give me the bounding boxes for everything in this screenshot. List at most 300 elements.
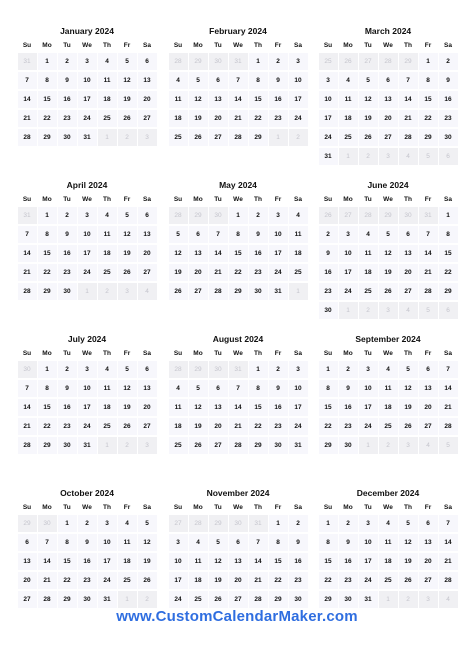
weekday-label: We [383, 42, 393, 49]
day-cell: 18 [98, 245, 117, 262]
day-cell: 12 [118, 72, 137, 89]
day-cell: 20 [229, 572, 248, 589]
day-cell: 14 [229, 399, 248, 416]
day-cell: 20 [379, 110, 398, 127]
month-grid [17, 348, 157, 455]
weekday-label: We [82, 350, 92, 357]
weekday-label: Su [22, 350, 32, 357]
day-cell: 29 [319, 437, 338, 454]
day-cell: 30 [339, 591, 358, 608]
adjacent-month-day: 28 [189, 515, 208, 532]
day-cell: 11 [289, 226, 308, 243]
weekday-label: Sa [444, 196, 452, 203]
day-cell: 30 [58, 129, 77, 146]
weekday-label: Sa [143, 196, 151, 203]
day-cell: 22 [38, 418, 57, 435]
day-cell: 7 [229, 72, 248, 89]
day-cell: 22 [38, 110, 57, 127]
day-cell: 17 [289, 399, 308, 416]
adjacent-month-day: 1 [98, 437, 117, 454]
day-cell: 16 [339, 399, 358, 416]
day-cell: 29 [249, 129, 268, 146]
day-cell: 12 [359, 91, 378, 108]
day-cell: 13 [189, 245, 208, 262]
day-cell: 13 [399, 245, 418, 262]
adjacent-month-day: 2 [289, 129, 308, 146]
day-cell: 21 [249, 572, 268, 589]
weekday-label: We [233, 504, 243, 511]
weekday-label: Su [173, 196, 183, 203]
day-cell: 20 [399, 264, 418, 281]
weekday-label: Th [404, 196, 412, 203]
day-cell: 8 [249, 380, 268, 397]
weekday-label: Th [404, 350, 412, 357]
day-cell: 29 [439, 283, 458, 300]
day-cell: 2 [58, 361, 77, 378]
day-cell: 25 [98, 418, 117, 435]
weekday-label: Fr [424, 504, 432, 511]
day-cell: 4 [189, 534, 208, 551]
day-cell: 21 [419, 264, 438, 281]
day-cell: 2 [249, 207, 268, 224]
day-cell: 3 [359, 361, 378, 378]
day-cell: 6 [209, 72, 228, 89]
month-title: July 2024 [67, 334, 107, 344]
day-cell: 2 [78, 515, 97, 532]
weekday-label: Fr [123, 504, 131, 511]
day-cell: 2 [269, 53, 288, 70]
day-cell: 15 [249, 399, 268, 416]
day-cell: 18 [359, 264, 378, 281]
day-cell: 9 [289, 534, 308, 551]
adjacent-month-day: 1 [379, 591, 398, 608]
weekday-label: Sa [294, 350, 302, 357]
day-cell: 3 [78, 53, 97, 70]
day-cell: 17 [359, 553, 378, 570]
weekday-label: Sa [444, 350, 452, 357]
month-grid [168, 348, 308, 455]
day-cell: 22 [229, 264, 248, 281]
day-cell: 20 [138, 91, 157, 108]
weekday-label: Mo [343, 504, 353, 511]
adjacent-month-day: 2 [359, 302, 378, 319]
day-cell: 15 [319, 399, 338, 416]
day-cell: 5 [189, 72, 208, 89]
day-cell: 3 [269, 207, 288, 224]
day-cell: 2 [339, 515, 358, 532]
day-cell: 30 [78, 591, 97, 608]
month-grid [17, 502, 157, 609]
day-cell: 8 [439, 226, 458, 243]
day-cell: 6 [189, 226, 208, 243]
day-cell: 17 [78, 399, 97, 416]
weekday-label: Tu [364, 350, 372, 357]
adjacent-month-day: 27 [359, 53, 378, 70]
month-title: June 2024 [367, 180, 409, 190]
day-cell: 25 [98, 110, 117, 127]
day-cell: 14 [439, 380, 458, 397]
day-cell: 25 [379, 418, 398, 435]
day-cell: 27 [399, 283, 418, 300]
day-cell: 31 [98, 591, 117, 608]
adjacent-month-day: 31 [249, 515, 268, 532]
day-cell: 11 [379, 534, 398, 551]
month-block [318, 176, 458, 320]
day-cell: 5 [169, 226, 188, 243]
day-cell: 23 [58, 110, 77, 127]
day-cell: 17 [339, 264, 358, 281]
day-cell: 11 [379, 380, 398, 397]
day-cell: 10 [78, 226, 97, 243]
adjacent-month-day: 28 [379, 53, 398, 70]
day-cell: 24 [98, 572, 117, 589]
adjacent-month-day: 29 [399, 53, 418, 70]
adjacent-month-day: 4 [399, 148, 418, 165]
weekday-label: Su [22, 42, 32, 49]
day-cell: 9 [58, 226, 77, 243]
day-cell: 22 [269, 572, 288, 589]
day-cell: 22 [439, 264, 458, 281]
day-cell: 18 [169, 110, 188, 127]
day-cell: 15 [229, 245, 248, 262]
day-cell: 15 [419, 91, 438, 108]
weekday-label: Fr [424, 350, 432, 357]
weekday-label: Sa [444, 504, 452, 511]
day-cell: 25 [169, 129, 188, 146]
day-cell: 27 [18, 591, 37, 608]
day-cell: 14 [18, 245, 37, 262]
day-cell: 4 [379, 361, 398, 378]
weekday-label: Su [22, 504, 32, 511]
weekday-label: Mo [343, 350, 353, 357]
weekday-label: Fr [274, 196, 282, 203]
day-cell: 10 [359, 534, 378, 551]
day-cell: 6 [18, 534, 37, 551]
adjacent-month-day: 3 [138, 129, 157, 146]
day-cell: 18 [189, 572, 208, 589]
day-cell: 14 [209, 245, 228, 262]
adjacent-month-day: 6 [439, 148, 458, 165]
day-cell: 30 [58, 437, 77, 454]
weekday-label: Th [103, 504, 111, 511]
day-cell: 1 [58, 515, 77, 532]
day-cell: 10 [78, 380, 97, 397]
day-cell: 1 [319, 515, 338, 532]
day-cell: 16 [439, 91, 458, 108]
weekday-label: Th [404, 42, 412, 49]
adjacent-month-day: 30 [209, 53, 228, 70]
day-cell: 8 [319, 534, 338, 551]
weekday-label: Su [173, 350, 183, 357]
adjacent-month-day: 25 [319, 53, 338, 70]
day-cell: 30 [249, 283, 268, 300]
day-cell: 30 [58, 283, 77, 300]
weekday-label: Sa [294, 42, 302, 49]
day-cell: 9 [58, 380, 77, 397]
weekday-label: We [383, 504, 393, 511]
adjacent-month-day: 27 [169, 515, 188, 532]
day-cell: 11 [359, 245, 378, 262]
day-cell: 6 [419, 361, 438, 378]
adjacent-month-day: 30 [399, 207, 418, 224]
day-cell: 8 [38, 380, 57, 397]
day-cell: 31 [269, 283, 288, 300]
weekday-label: Th [404, 504, 412, 511]
month-grid [168, 502, 308, 609]
day-cell: 17 [169, 572, 188, 589]
month-title: December 2024 [356, 488, 420, 498]
adjacent-month-day: 3 [118, 283, 137, 300]
weekday-label: Th [254, 42, 262, 49]
day-cell: 29 [249, 437, 268, 454]
adjacent-month-day: 30 [38, 515, 57, 532]
weekday-label: Su [22, 196, 32, 203]
day-cell: 13 [229, 553, 248, 570]
adjacent-month-day: 2 [118, 437, 137, 454]
adjacent-month-day: 4 [439, 591, 458, 608]
day-cell: 21 [18, 418, 37, 435]
adjacent-month-day: 2 [379, 437, 398, 454]
day-cell: 22 [58, 572, 77, 589]
day-cell: 28 [209, 283, 228, 300]
day-cell: 11 [169, 399, 188, 416]
day-cell: 8 [269, 534, 288, 551]
day-cell: 26 [379, 283, 398, 300]
day-cell: 6 [399, 226, 418, 243]
adjacent-month-day: 3 [379, 302, 398, 319]
day-cell: 5 [399, 361, 418, 378]
day-cell: 3 [319, 72, 338, 89]
weekday-label: Su [323, 196, 333, 203]
day-cell: 15 [58, 553, 77, 570]
day-cell: 22 [319, 572, 338, 589]
day-cell: 24 [359, 418, 378, 435]
day-cell: 21 [439, 399, 458, 416]
day-cell: 19 [399, 553, 418, 570]
weekday-label: Mo [193, 196, 203, 203]
adjacent-month-day: 31 [18, 207, 37, 224]
day-cell: 10 [269, 226, 288, 243]
day-cell: 28 [18, 129, 37, 146]
day-cell: 12 [169, 245, 188, 262]
day-cell: 28 [419, 283, 438, 300]
day-cell: 7 [209, 226, 228, 243]
weekday-label: Mo [42, 350, 52, 357]
day-cell: 10 [319, 91, 338, 108]
day-cell: 24 [78, 418, 97, 435]
day-cell: 31 [289, 437, 308, 454]
adjacent-month-day: 30 [209, 361, 228, 378]
day-cell: 28 [439, 572, 458, 589]
weekday-label: We [233, 42, 243, 49]
day-cell: 8 [229, 226, 248, 243]
weekday-label: We [383, 350, 393, 357]
day-cell: 28 [249, 591, 268, 608]
month-grid [17, 40, 157, 147]
day-cell: 24 [319, 129, 338, 146]
day-cell: 11 [118, 534, 137, 551]
month-block [17, 22, 157, 147]
day-cell: 22 [249, 110, 268, 127]
footer-url[interactable]: www.CustomCalendarMaker.com [116, 608, 358, 625]
day-cell: 8 [58, 534, 77, 551]
day-cell: 20 [138, 399, 157, 416]
adjacent-month-day: 1 [339, 148, 358, 165]
day-cell: 18 [118, 553, 137, 570]
weekday-label: Tu [364, 504, 372, 511]
day-cell: 8 [319, 380, 338, 397]
day-cell: 19 [118, 399, 137, 416]
day-cell: 19 [379, 264, 398, 281]
day-cell: 23 [58, 264, 77, 281]
weekday-label: Mo [193, 504, 203, 511]
weekday-label: Fr [274, 350, 282, 357]
day-cell: 20 [419, 553, 438, 570]
day-cell: 4 [98, 207, 117, 224]
day-cell: 11 [98, 72, 117, 89]
day-cell: 26 [118, 264, 137, 281]
weekday-label: Su [323, 350, 333, 357]
day-cell: 6 [138, 207, 157, 224]
month-title: October 2024 [60, 488, 114, 498]
day-cell: 10 [339, 245, 358, 262]
day-cell: 4 [98, 361, 117, 378]
day-cell: 13 [419, 380, 438, 397]
day-cell: 29 [229, 283, 248, 300]
day-cell: 13 [209, 91, 228, 108]
day-cell: 14 [38, 553, 57, 570]
adjacent-month-day: 28 [169, 207, 188, 224]
weekday-label: Sa [143, 350, 151, 357]
weekday-label: Th [254, 504, 262, 511]
day-cell: 9 [319, 245, 338, 262]
weekday-label: Tu [63, 350, 71, 357]
day-cell: 29 [38, 437, 57, 454]
month-title: November 2024 [206, 488, 270, 498]
adjacent-month-day: 31 [229, 361, 248, 378]
adjacent-month-day: 1 [98, 129, 117, 146]
adjacent-month-day: 4 [419, 437, 438, 454]
day-cell: 1 [439, 207, 458, 224]
day-cell: 24 [269, 264, 288, 281]
day-cell: 25 [98, 264, 117, 281]
weekday-label: Tu [364, 42, 372, 49]
day-cell: 5 [399, 515, 418, 532]
day-cell: 13 [419, 534, 438, 551]
day-cell: 19 [399, 399, 418, 416]
day-cell: 3 [289, 361, 308, 378]
day-cell: 3 [78, 207, 97, 224]
day-cell: 18 [379, 399, 398, 416]
day-cell: 18 [289, 245, 308, 262]
day-cell: 7 [18, 226, 37, 243]
day-cell: 1 [38, 361, 57, 378]
day-cell: 23 [78, 572, 97, 589]
month-block [17, 176, 157, 301]
day-cell: 9 [269, 72, 288, 89]
day-cell: 16 [339, 553, 358, 570]
weekday-label: Tu [214, 350, 222, 357]
day-cell: 4 [379, 515, 398, 532]
weekday-label: Su [173, 42, 183, 49]
day-cell: 18 [169, 418, 188, 435]
day-cell: 9 [339, 534, 358, 551]
day-cell: 16 [78, 553, 97, 570]
day-cell: 10 [98, 534, 117, 551]
day-cell: 31 [78, 437, 97, 454]
day-cell: 27 [189, 283, 208, 300]
weekday-label: Sa [294, 196, 302, 203]
day-cell: 27 [209, 437, 228, 454]
adjacent-month-day: 3 [419, 591, 438, 608]
day-cell: 25 [169, 437, 188, 454]
day-cell: 2 [58, 53, 77, 70]
day-cell: 11 [98, 226, 117, 243]
adjacent-month-day: 5 [439, 437, 458, 454]
day-cell: 7 [249, 534, 268, 551]
day-cell: 7 [18, 72, 37, 89]
day-cell: 4 [339, 72, 358, 89]
weekday-label: Tu [63, 504, 71, 511]
day-cell: 8 [249, 72, 268, 89]
month-grid [168, 194, 308, 301]
day-cell: 20 [209, 110, 228, 127]
day-cell: 23 [58, 418, 77, 435]
day-cell: 2 [319, 226, 338, 243]
weekday-label: We [233, 350, 243, 357]
day-cell: 16 [269, 399, 288, 416]
day-cell: 12 [399, 380, 418, 397]
weekday-label: Fr [274, 42, 282, 49]
day-cell: 30 [269, 437, 288, 454]
adjacent-month-day: 31 [419, 207, 438, 224]
adjacent-month-day: 2 [118, 129, 137, 146]
day-cell: 22 [419, 110, 438, 127]
day-cell: 7 [439, 515, 458, 532]
day-cell: 24 [78, 110, 97, 127]
month-block [318, 22, 458, 166]
day-cell: 29 [419, 129, 438, 146]
weekday-label: We [82, 196, 92, 203]
month-grid [318, 40, 458, 166]
day-cell: 21 [229, 418, 248, 435]
day-cell: 6 [419, 515, 438, 532]
day-cell: 9 [269, 380, 288, 397]
day-cell: 22 [319, 418, 338, 435]
adjacent-month-day: 30 [209, 207, 228, 224]
day-cell: 27 [138, 418, 157, 435]
day-cell: 26 [399, 572, 418, 589]
day-cell: 14 [419, 245, 438, 262]
day-cell: 2 [289, 515, 308, 532]
day-cell: 5 [118, 53, 137, 70]
weekday-label: Fr [424, 42, 432, 49]
day-cell: 31 [319, 148, 338, 165]
day-cell: 26 [189, 129, 208, 146]
month-block [17, 330, 157, 455]
day-cell: 20 [138, 245, 157, 262]
day-cell: 7 [38, 534, 57, 551]
weekday-label: Fr [274, 504, 282, 511]
day-cell: 25 [189, 591, 208, 608]
adjacent-month-day: 1 [339, 302, 358, 319]
month-grid [318, 502, 458, 609]
day-cell: 24 [359, 572, 378, 589]
day-cell: 1 [229, 207, 248, 224]
day-cell: 16 [289, 553, 308, 570]
weekday-label: Sa [444, 42, 452, 49]
day-cell: 27 [209, 129, 228, 146]
